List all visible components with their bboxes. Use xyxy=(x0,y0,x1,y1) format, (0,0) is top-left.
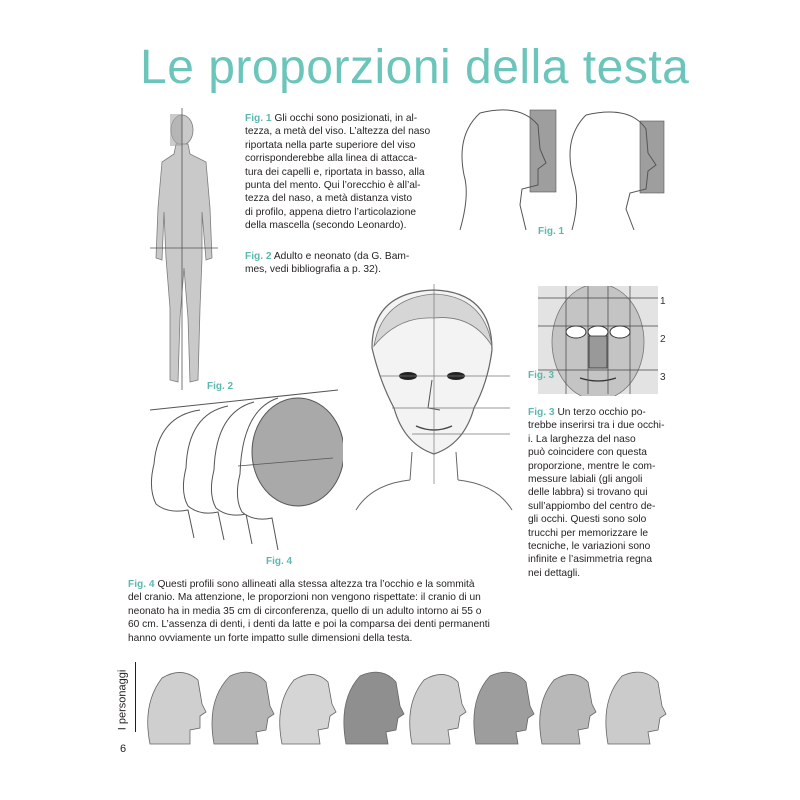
head-study xyxy=(474,672,534,744)
fig1-caption xyxy=(245,112,445,233)
fig3-caption-line: infinite e l’asimmetria regna xyxy=(528,554,653,566)
fig3-caption-line: trebbe inserirsi tra i due occhi- xyxy=(528,420,665,432)
fig3-caption-label: Fig. 3 xyxy=(528,407,555,418)
fig1-caption-line: tezza del naso, a metà distanza visto xyxy=(245,193,413,205)
fig2-caption-line: mes, vedi bibliografia a p. 32). xyxy=(245,264,381,276)
fig3-face-grid xyxy=(538,286,668,396)
fig2-caption-label: Fig. 2 xyxy=(245,251,272,262)
fig3-caption-line: nei dettagli. xyxy=(528,567,581,579)
fig2-caption-line: Adulto e neonato (da G. Bam- xyxy=(273,251,410,262)
fig1-caption-line: della mascella (secondo Leonardo). xyxy=(245,220,407,232)
fig3-caption-line: Un terzo occhio po- xyxy=(557,407,646,418)
head-study xyxy=(540,674,596,744)
head-study xyxy=(148,672,206,744)
head-study xyxy=(410,674,466,744)
head-study xyxy=(212,672,274,744)
fig1-label: Fig. 1 xyxy=(538,226,565,237)
fig3-caption-line: messure labiali (gli angoli xyxy=(528,474,643,486)
head-studies-strip xyxy=(142,664,670,746)
section-title: I personaggi xyxy=(116,669,129,731)
fig4-caption-line: hanno ovviamente un forte impatto sulle dimensioni della testa. xyxy=(128,632,413,644)
fig3-caption-line: proporzione, mentre le com- xyxy=(528,460,656,472)
fig1-caption-line: punta del mento. Qui l’orecchio è all’al- xyxy=(245,180,421,192)
fig4-caption-line: del cranio. Ma attenzione, le proporzioni non vengono rispettate: il cranio di un xyxy=(128,592,481,604)
fig3-caption-line: sull’appiombo del centro de- xyxy=(528,500,656,512)
fig1-caption-label: Fig. 1 xyxy=(245,113,272,124)
fig3-label: Fig. 3 xyxy=(528,370,555,381)
fig4-caption-line: 60 cm. L’assenza di denti, i denti da latte e poi la comparsa dei denti permanenti xyxy=(128,619,490,631)
fig4-caption-line: neonato ha in media 35 cm di circonferenza, quello di un adulto intorno ai 55 o xyxy=(128,605,482,617)
fig3-caption-line: i. La larghezza del naso xyxy=(528,433,636,445)
fig3-caption-line: delle labbra) si trovano qui xyxy=(528,487,648,499)
fig3-number: 1 xyxy=(660,296,666,307)
fig2-caption xyxy=(245,250,445,277)
head-study xyxy=(344,672,404,744)
fig2-body-illustration xyxy=(140,108,230,390)
fig3-number: 3 xyxy=(660,372,666,383)
fig1-caption-line: corrisponderebbe alla linea di attacca- xyxy=(245,153,418,165)
page-title: Le proporzioni della testa xyxy=(140,41,690,94)
fig4-label: Fig. 4 xyxy=(266,556,293,567)
fig4-caption-line: Questi profili sono allineati alla stessa altezza tra l’occhio e la sommità xyxy=(157,579,475,590)
fig3-number: 2 xyxy=(660,334,666,345)
fig1-caption-line: di profilo, appena dietro l’articolazione xyxy=(245,206,417,218)
fig1-caption-line: riportata nella parte superiore del viso xyxy=(245,139,416,151)
woman-face-sketch xyxy=(352,284,514,512)
fig3-caption-line: trucchi per memorizzare le xyxy=(528,527,649,539)
fig3-caption-line: gli occhi. Questi sono solo xyxy=(528,514,647,526)
head-study xyxy=(280,674,336,744)
fig3-caption xyxy=(528,406,670,580)
page-number: 6 xyxy=(120,743,127,755)
fig3-caption-line: tecniche, le variazioni sono xyxy=(528,541,651,553)
fig1-caption-line: tura dei capelli e, riportata in basso, alla xyxy=(245,166,425,178)
fig4-caption xyxy=(128,578,528,645)
fig4-aligned-profiles xyxy=(138,388,343,568)
fig1-profile-heads xyxy=(450,105,670,235)
section-divider xyxy=(135,662,136,732)
fig3-caption-line: può coincidere con questa xyxy=(528,447,647,459)
fig4-caption-label: Fig. 4 xyxy=(128,579,155,590)
head-study xyxy=(606,672,666,744)
fig2-label: Fig. 2 xyxy=(207,381,234,392)
fig1-caption-line: tezza, a metà del viso. L’altezza del naso xyxy=(245,126,431,138)
section-label xyxy=(112,660,132,740)
fig1-caption-line: Gli occhi sono posizionati, in al- xyxy=(274,113,418,124)
